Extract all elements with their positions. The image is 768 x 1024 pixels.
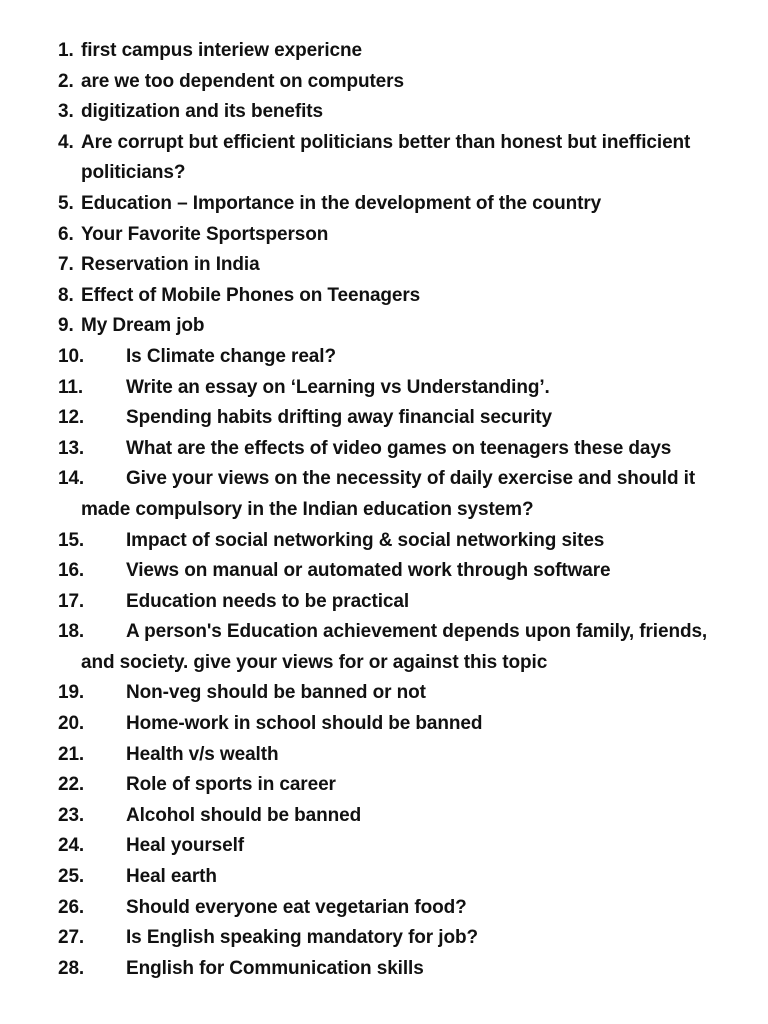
list-item-number: 12.	[58, 407, 85, 429]
list-item-text: are we too dependent on computers	[81, 70, 404, 92]
list-item	[0, 862, 768, 893]
list-item-number: 20.	[58, 713, 85, 735]
list-item-text: Effect of Mobile Phones on Teenagers	[81, 284, 421, 306]
list-item-number: 3.	[58, 101, 74, 123]
list-item-text: digitization and its benefits	[81, 101, 323, 123]
list-item-text: Is Climate change real?	[126, 345, 336, 367]
list-item	[0, 526, 768, 557]
list-item-text: What are the effects of video games on teenagers these days	[126, 437, 672, 459]
list-item-text: My Dream job	[81, 315, 205, 337]
list-item	[0, 189, 768, 220]
list-item-text: Spending habits drifting away financial security	[126, 407, 552, 429]
list-item-text: Role of sports in career	[126, 774, 336, 796]
list-item-number: 28.	[58, 957, 85, 979]
list-item-text: Impact of social networking & social networking sites	[126, 529, 605, 551]
list-item-text: first campus interiew expericne	[81, 40, 362, 61]
topic-list	[0, 36, 768, 984]
list-item-number: 10.	[58, 345, 85, 367]
list-item-number: 4.	[58, 131, 74, 153]
list-item-text: Home-work in school should be banned	[126, 713, 483, 735]
list-item	[0, 556, 768, 587]
list-item-text: Is English speaking mandatory for job?	[126, 927, 478, 949]
list-item	[0, 97, 768, 128]
list-item-text: Education needs to be practical	[126, 590, 410, 612]
list-item-number: 23.	[58, 804, 85, 826]
list-item-number: 22.	[58, 774, 85, 796]
list-item	[0, 801, 768, 832]
list-item-number: 5.	[58, 192, 74, 214]
list-item-text: Views on manual or automated work through software	[126, 560, 611, 582]
list-item-text: Your Favorite Sportsperson	[81, 223, 329, 245]
list-item-number: 11.	[58, 376, 84, 398]
list-item-text: Health v/s wealth	[126, 743, 279, 765]
list-item-text: Heal earth	[126, 866, 217, 888]
list-item-number: 24.	[58, 835, 85, 857]
list-item-number: 6.	[58, 223, 74, 245]
list-item-number: 19.	[58, 682, 85, 704]
list-item-text: Are corrupt but efficient politicians better than honest but inefficient politicians?	[81, 131, 691, 184]
list-item-number: 9.	[58, 315, 74, 337]
list-item-text: Heal yourself	[126, 835, 245, 857]
list-item-text: Non-veg should be banned or not	[126, 682, 426, 704]
list-item	[0, 373, 768, 404]
list-item	[0, 250, 768, 281]
list-item-number: 8.	[58, 284, 74, 306]
list-item-text: Reservation in India	[81, 254, 260, 276]
list-item	[0, 954, 768, 985]
list-item-number: 2.	[58, 70, 74, 92]
list-item-text: Give your views on the necessity of daily exercise and should it made compulsory in the Indian education system?	[81, 468, 696, 520]
list-item-number: 1.	[58, 40, 74, 61]
list-item	[0, 281, 768, 312]
list-item	[0, 831, 768, 862]
list-item-number: 27.	[58, 927, 85, 949]
list-item	[0, 464, 768, 525]
list-item	[0, 128, 768, 189]
list-item-number: 7.	[58, 254, 74, 276]
list-item-number: 14.	[58, 468, 85, 490]
list-item-text: A person's Education achievement depends upon family, friends, and society. give your views for or against this topic	[81, 621, 708, 673]
list-item-number: 18.	[58, 621, 85, 643]
list-item	[0, 617, 768, 678]
list-item	[0, 434, 768, 465]
list-item-text: Alcohol should be banned	[126, 804, 362, 826]
list-item	[0, 740, 768, 771]
list-item	[0, 678, 768, 709]
list-item-number: 15.	[58, 529, 85, 551]
list-item-text: Should everyone eat vegetarian food?	[126, 896, 467, 918]
list-item-text: Education – Importance in the development of the country	[81, 192, 602, 214]
list-item	[0, 342, 768, 373]
list-item	[0, 893, 768, 924]
list-item	[0, 403, 768, 434]
list-item	[0, 587, 768, 618]
list-item	[0, 311, 768, 342]
list-item	[0, 220, 768, 251]
list-item-text: Write an essay on ‘Learning vs Understanding’.	[126, 376, 550, 398]
list-item	[0, 67, 768, 98]
list-item	[0, 36, 768, 67]
list-item	[0, 770, 768, 801]
list-item	[0, 709, 768, 740]
list-item	[0, 923, 768, 954]
list-item-number: 26.	[58, 896, 85, 918]
list-item-number: 21.	[58, 743, 85, 765]
list-item-number: 13.	[58, 437, 85, 459]
list-item-number: 16.	[58, 560, 85, 582]
list-item-number: 25.	[58, 866, 85, 888]
list-item-number: 17.	[58, 590, 85, 612]
list-item-text: English for Communication skills	[126, 957, 424, 979]
